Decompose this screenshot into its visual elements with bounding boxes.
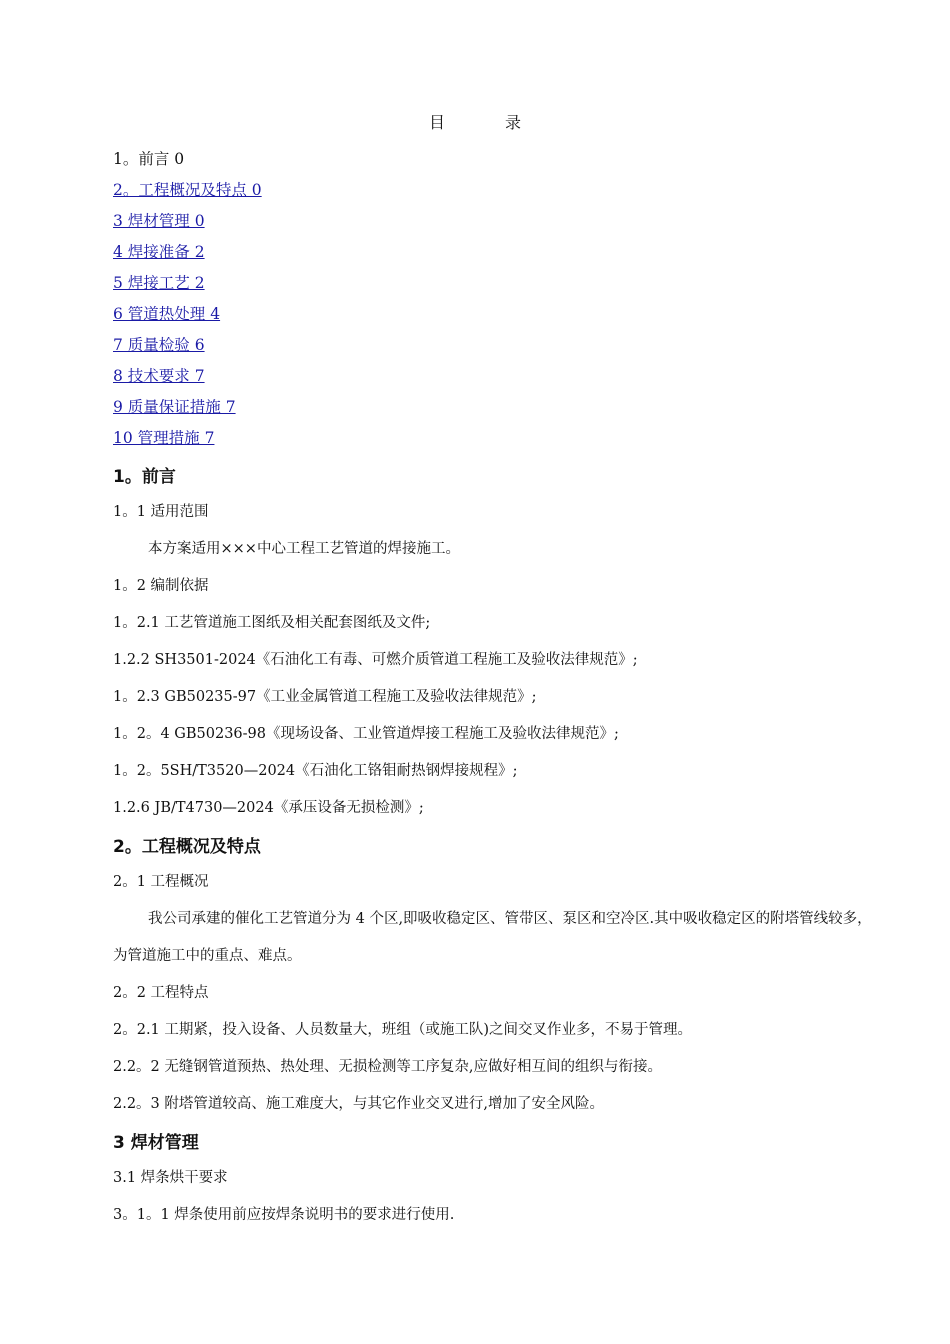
feature-item-1: 2。2.1 工期紧，投入设备、人员数量大，班组（或施工队)之间交叉作业多，不易于管理。 (113, 1022, 693, 1038)
section-heading-welding-materials: 3 焊材管理 (113, 1133, 199, 1153)
subsection-basis: 1。2 编制依据 (113, 578, 209, 594)
toc-entry-welding-materials[interactable]: 3 焊材管理 0 (113, 212, 205, 230)
subsection-electrode-drying: 3.1 焊条烘干要求 (113, 1170, 228, 1186)
basis-item-6: 1.2.6 JB/T4730—2024《承压设备无损检测》; (113, 800, 424, 816)
feature-item-2: 2.2。2 无缝钢管道预热、热处理、无损检测等工序复杂,应做好相互间的组织与衔接。 (113, 1059, 663, 1075)
toc-entry-welding-preparation[interactable]: 4 焊接准备 2 (113, 243, 205, 261)
toc-title (0, 110, 950, 133)
basis-item-2: 1.2.2 SH3501-2024《石油化工有毒、可燃介质管道工程施工及验收法律规范》; (113, 652, 638, 668)
toc-entry-technical-requirements[interactable]: 8 技术要求 7 (113, 367, 205, 385)
basis-item-4: 1。2。4 GB50236-98《现场设备、工业管道焊接工程施工及验收法律规范》; (113, 726, 619, 742)
toc-entry-welding-process[interactable]: 5 焊接工艺 2 (113, 274, 205, 292)
section-heading-preface: 1。前言 (113, 467, 176, 487)
feature-item-3: 2.2。3 附塔管道较高、施工难度大，与其它作业交叉进行,增加了安全风险。 (113, 1096, 605, 1112)
section-heading-overview: 2。工程概况及特点 (113, 837, 261, 857)
toc-entry-project-overview[interactable]: 2。工程概况及特点 0 (113, 181, 262, 199)
basis-item-1: 1。2.1 工艺管道施工图纸及相关配套图纸及文件; (113, 615, 431, 631)
basis-item-3: 1。2.3 GB50235-97《工业金属管道工程施工及验收法律规范》; (113, 689, 537, 705)
basis-item-5: 1。2。5SH/T3520—2024《石油化工铬钼耐热钢焊接规程》; (113, 763, 518, 779)
subsection-features: 2。2 工程特点 (113, 985, 209, 1001)
drying-item-1: 3。1。1 焊条使用前应按焊条说明书的要求进行使用. (113, 1207, 455, 1223)
paragraph-project-overview: 我公司承建的催化工艺管道分为 4 个区,即吸收稳定区、管带区、泵区和空冷区.其中吸收稳定区的附塔管线较多，为管道施工中的重点、难点。 (113, 911, 872, 964)
toc-title-right: 录 (505, 113, 522, 132)
toc-title-left: 目 (428, 113, 445, 132)
toc-entry-quality-assurance[interactable]: 9 质量保证措施 7 (113, 398, 236, 416)
toc-entry-quality-inspection[interactable]: 7 质量检验 6 (113, 336, 205, 354)
toc-entry-management-measures[interactable]: 10 管理措施 7 (113, 429, 215, 447)
toc-entry-heat-treatment[interactable]: 6 管道热处理 4 (113, 305, 221, 323)
subsection-scope: 1。1 适用范围 (113, 504, 209, 520)
toc-entry-preface[interactable]: 1。前言 0 (113, 150, 185, 168)
subsection-project-overview: 2。1 工程概况 (113, 874, 209, 890)
document-body (113, 465, 883, 1242)
table-of-contents (113, 149, 262, 459)
paragraph-scope: 本方案适用×××中心工程工艺管道的焊接施工。 (148, 541, 460, 557)
